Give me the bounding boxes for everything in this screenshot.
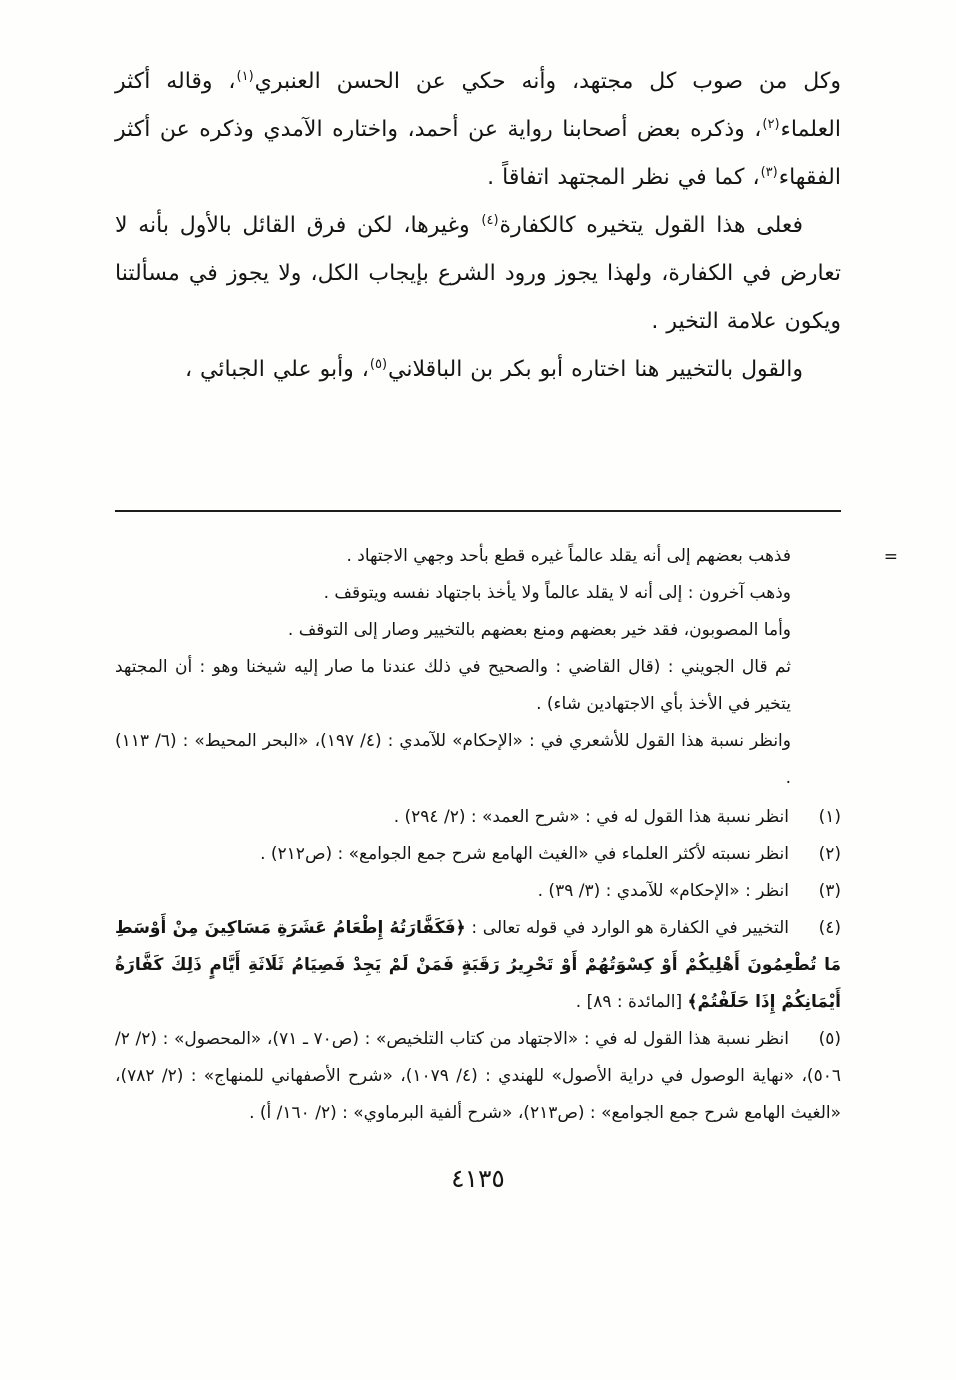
footnote-continuation [115,538,898,797]
paragraph-2 [115,202,841,346]
text-run: ، وقاله أكثر العلماء [115,69,841,142]
footnote-ref-2: (٢) [762,117,780,132]
footnote-text: انظر نسبة هذا القول له في : «شرح العمد» : (٢/ ٢٩٤) . [393,807,789,827]
text-run: ، وذكره بعض أصحابنا رواية عن أحمد، واختاره الآمدي وذكره عن أكثر الفقهاء [115,117,841,190]
footnote-text: انظر نسبة هذا القول له في : «الاجتهاد من كتاب التلخيص» : (ص٧٠ ـ ٧١)، «المحصول» : (٢/ ٢/ ٥٠٦)، «نهاية الوصول في دراية الأصول» للهندي : (٤/ ١٠٧٩)، «شرح الأصفهاني للمنهاج» : (٢/ ٧٨٢)، «الغيث الهامع شرح جمع الجوامع» : (ص٢١٣)، «شرح ألفية البرماوي» : (٢/ ١٦٠/ أ) . [115,1029,841,1123]
footnote-item-2 [115,836,841,873]
footnotes-section [115,538,898,1132]
footnote-item-4 [115,910,841,1021]
continuation-line: ثم قال الجويني : (قال القاضي : والصحيح في ذلك عندنا ما صار إليه شيخنا وهو : أن المجتهد يتخير في الأخذ بأي الاجتهادين شاء) . [115,657,791,714]
paragraph-3 [115,346,841,394]
footnote-text: [المائدة : ٨٩] . [575,992,688,1012]
text-run: والقول بالتخيير هنا اختاره أبو بكر بن الباقلاني [388,357,803,382]
continuation-line: وانظر نسبة هذا القول للأشعري في : «الإحكام» للآمدي : (٤/ ١٩٧)، «البحر المحيط» : (٦/ ١١٣) . [115,731,791,788]
footnote-marker: (٢) [818,844,841,864]
footnote-text: انظر : «الإحكام» للآمدي : (٣/ ٣٩) . [537,881,789,901]
text-run: وكل من صوب كل مجتهد، وأنه حكي عن الحسن العنبري [254,69,841,94]
footnote-ref-4: (٤) [481,213,499,228]
footnote-marker: (٥) [818,1029,841,1049]
footnote-separator [115,510,841,512]
text-run: ، كما في نظر المجتهد اتفاقاً . [487,165,760,190]
page-number: ٤١٣٥ [451,1164,505,1193]
footnote-text: التخيير في الكفارة هو الوارد في قوله تعالى : [465,918,789,938]
main-text [115,58,841,394]
footnote-item-1 [115,799,841,836]
text-run: وغيرها، لكن فرق القائل بالأول بأنه لا تعارض في الكفارة، ولهذا يجوز ورود الشرع بإيجاب الكل، ولا يجوز في مسألتنا ويكون علامة التخير . [115,213,841,334]
footnote-item-5 [115,1021,841,1132]
continuation-line: وذهب آخرون : إلى أنه لا يقلد عالماً ولا يأخذ باجتهاد نفسه ويتوقف . [323,583,791,603]
footnote-text: انظر نسبته لأكثر العلماء في «الغيث الهامع شرح جمع الجوامع» : (ص٢١٢) . [260,844,789,864]
footnote-marker: (١) [818,807,841,827]
text-run: ، وأبو علي الجبائي ، [184,357,369,382]
continuation-line: وأما المصوبون، فقد خير بعضهم ومنع بعضهم بالتخيير وصار إلى التوقف . [287,620,791,640]
continuation-line: فذهب بعضهم إلى أنه يقلد عالماً غيره قطع بأحد وجهي الاجتهاد . [346,546,791,566]
footnote-ref-1: (١) [236,69,254,84]
footnote-ref-3: (٣) [760,165,778,180]
text-run: فعلى هذا القول يتخيره كالكفارة [499,213,803,238]
quran-verse: ﴿فَكَفَّارَتُهُ إِطْعَامُ عَشَرَةِ مَسَاكِينَ مِنْ أَوْسَطِ مَا تُطْعِمُونَ أَهْلِيكُمْ أَوْ كِسْوَتُهُمْ أَوْ تَحْرِيرُ رَقَبَةٍ فَمَنْ لَمْ يَجِدْ فَصِيَامُ ثَلَاثَةِ أَيَّامٍ ذَلِكَ كَفَّارَةُ أَيْمَانِكُمْ إِذَا حَلَفْتُمْ﴾ [115,918,841,1012]
footnote-ref-5: (٥) [369,357,388,372]
paragraph-1 [115,58,841,202]
continuation-marker: = [883,547,898,567]
footnote-marker: (٤) [818,918,841,938]
footnote-item-3 [115,873,841,910]
footnote-marker: (٣) [818,881,841,901]
